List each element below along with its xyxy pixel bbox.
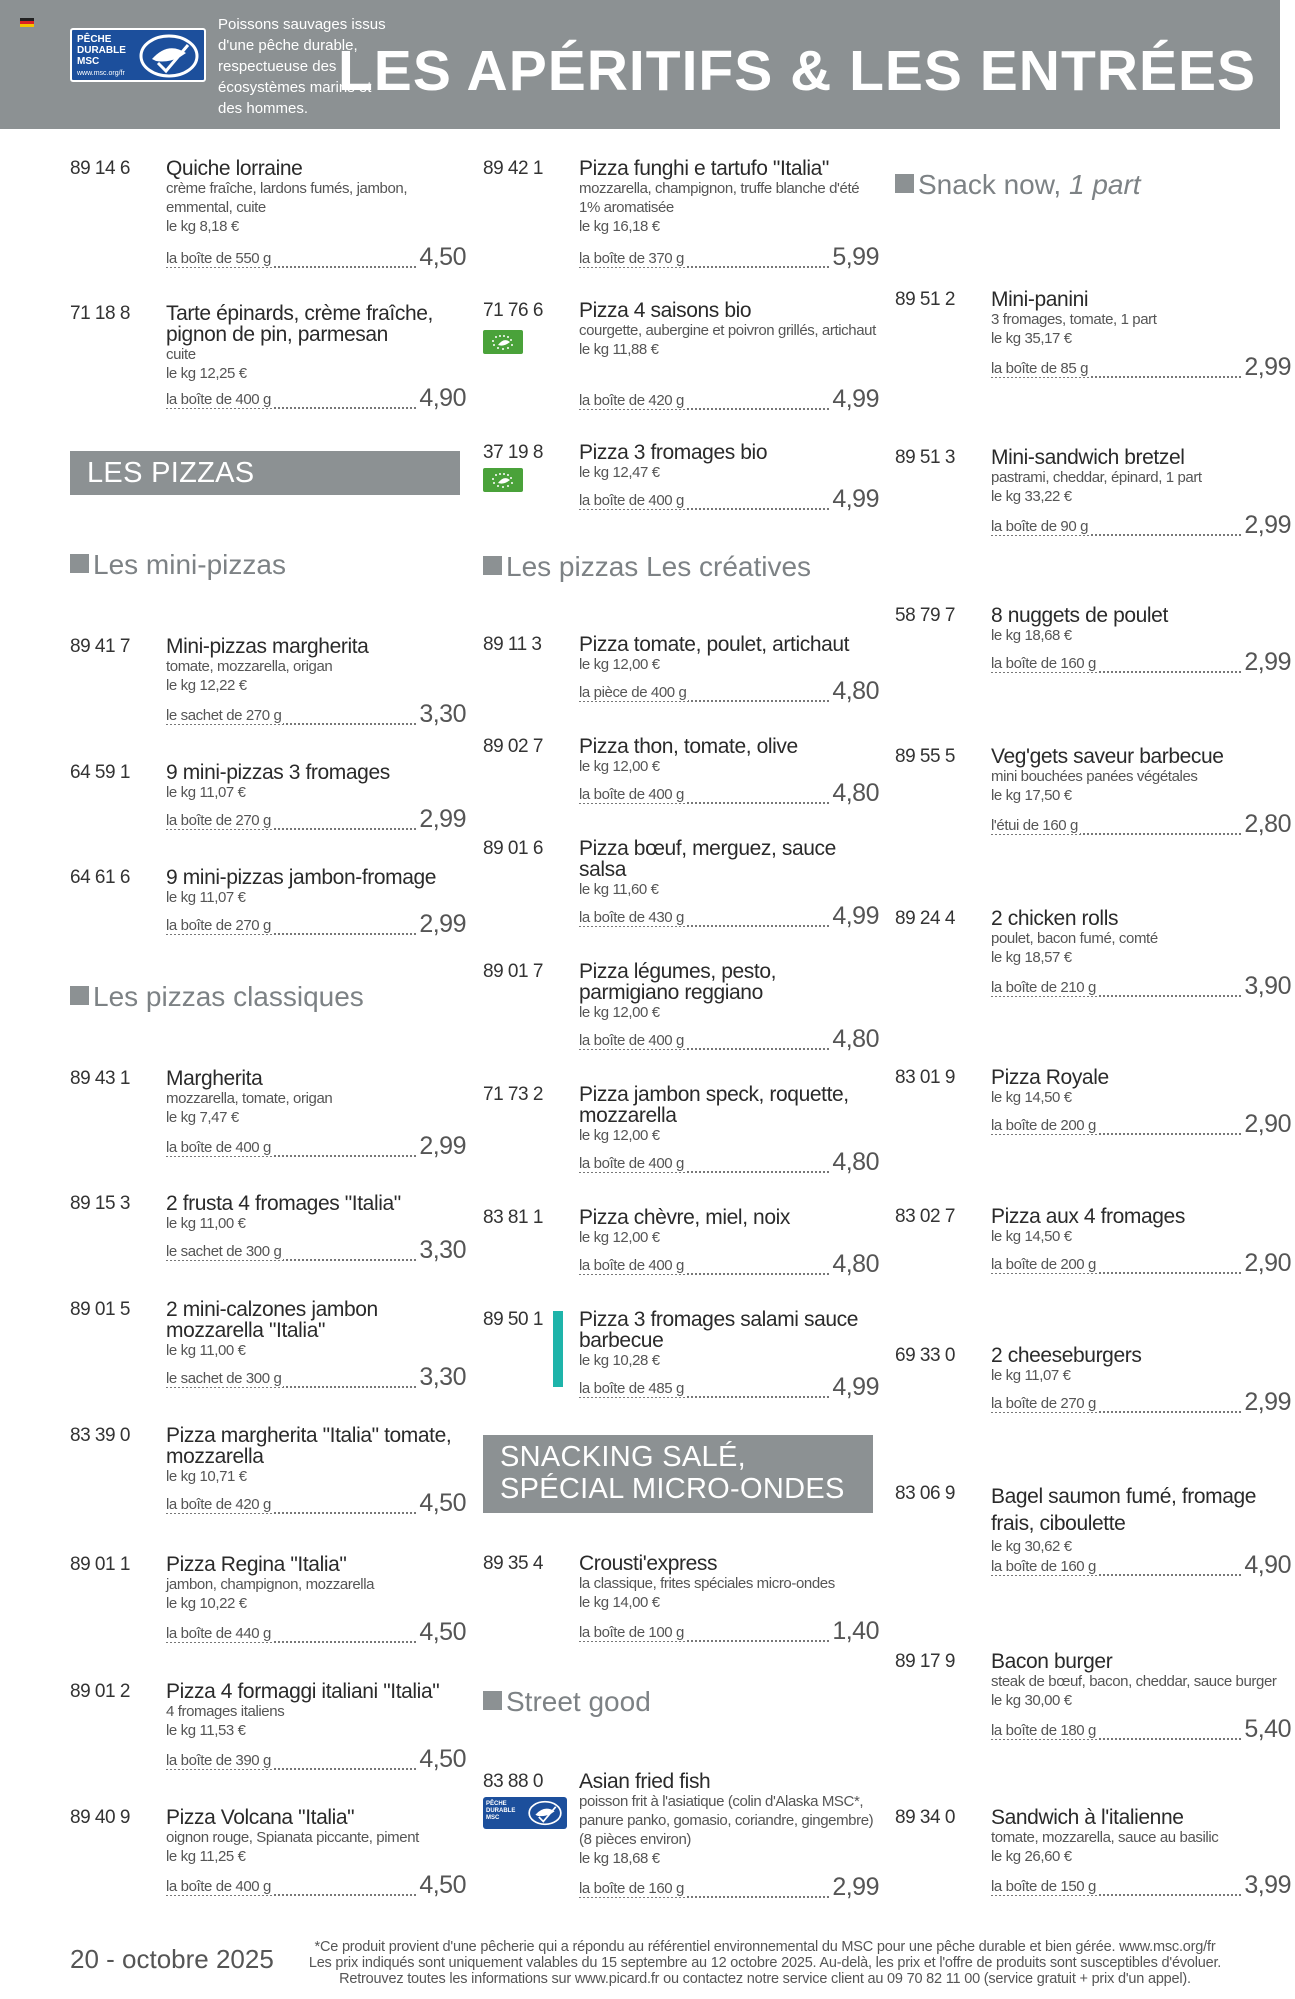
product-boeuf-merguez [483,837,879,948]
product-margherita [70,1067,466,1178]
price: 2,99 [829,1873,879,1902]
column-left [70,129,470,1919]
price-per-kg: le kg 18,57 € [991,949,1072,966]
price: 2,99 [416,1132,466,1161]
price: 3,90 [1241,972,1291,1001]
footer-notes [270,1939,1260,1987]
fish-check-icon [138,33,200,79]
product-code: 71 73 2 [483,1084,543,1105]
product-name: Pizza chèvre, miel, noix [579,1206,790,1229]
product-description: poulet, bacon fumé, comté [991,930,1158,947]
product-code: 89 15 3 [70,1193,130,1214]
price-per-kg: le kg 26,60 € [991,1848,1072,1865]
package-size: la boîte de 160 g [579,1880,684,1897]
product-name: Mini-sandwich bretzel [991,446,1185,469]
product-description: tomate, mozzarella, origan [166,658,333,675]
product-code: 89 14 6 [70,158,130,179]
product-code: 64 59 1 [70,762,130,783]
product-code: 83 88 0 [483,1771,543,1792]
page-header [0,0,1280,129]
price: 2,90 [1241,1249,1291,1278]
subheading-mini-pizzas: Les mini-pizzas [70,549,286,581]
package-size: le sachet de 300 g [166,1370,282,1387]
subheading-pizzas-classiques: Les pizzas classiques [70,981,364,1013]
price: 5,99 [829,243,879,272]
product-name: Quiche lorraine [166,157,303,180]
product-bacon-burger [895,1650,1291,1761]
price: 3,30 [416,1363,466,1392]
package-size: la pièce de 400 g [579,684,687,701]
product-code: 89 42 1 [483,158,543,179]
product-code: 83 02 7 [895,1206,955,1227]
product-name: Pizza tomate, poulet, artichaut [579,633,850,656]
package-size: la boîte de 400 g [579,1257,684,1274]
package-size: la boîte de 400 g [579,786,684,803]
price-per-kg: le kg 12,00 € [579,1127,660,1144]
package-size: la boîte de 90 g [991,518,1089,535]
product-name: Crousti'express [579,1552,718,1575]
product-4-saisons-bio [483,299,879,413]
price: 2,99 [416,910,466,939]
product-code: 83 39 0 [70,1425,130,1446]
price-per-kg: le kg 10,28 € [579,1352,660,1369]
price-per-kg: le kg 33,22 € [991,488,1072,505]
product-name: Pizza aux 4 fromages [991,1205,1185,1228]
price: 4,99 [829,385,879,414]
product-description: 3 fromages, tomate, 1 part [991,311,1157,328]
flag-icon [20,18,34,27]
price: 2,99 [1241,353,1291,382]
product-description: mozzarella, tomate, origan [166,1090,333,1107]
product-code: 71 76 6 [483,300,543,321]
price: 4,80 [829,1148,879,1177]
price-per-kg: le kg 10,71 € [166,1468,247,1485]
package-size: la boîte de 160 g [991,1558,1096,1575]
product-cheeseburgers [895,1344,1291,1455]
product-mini-margherita [70,635,466,746]
price-per-kg: le kg 12,00 € [579,1229,660,1246]
product-name: Pizza 4 saisons bio [579,299,752,322]
product-4-formaggi [70,1680,466,1791]
product-name: Pizza 4 formaggi italiani "Italia" [166,1680,440,1703]
product-code: 89 02 7 [483,736,543,757]
product-name: Sandwich à l'italienne [991,1806,1184,1829]
price: 4,99 [829,485,879,514]
subheading-snack-now: Snack now, 1 part [895,169,1141,201]
package-size: la boîte de 150 g [991,1878,1096,1895]
price: 4,80 [829,1250,879,1279]
product-name: 8 nuggets de poulet [991,604,1168,627]
product-chevre-miel-noix [483,1206,879,1317]
price: 4,50 [416,1489,466,1518]
product-code: 89 24 4 [895,908,955,929]
price-per-kg: le kg 14,50 € [991,1089,1072,1106]
product-name: Veg'gets saveur barbecue [991,745,1224,768]
product-name: Tarte épinards, crème fraîche, pignon de pin, parmesan [166,302,433,346]
product-code: 89 01 7 [483,961,543,982]
package-size: la boîte de 485 g [579,1380,684,1397]
product-name: Pizza 3 fromages bio [579,441,768,464]
price-per-kg: le kg 11,25 € [166,1848,246,1865]
product-frusta [70,1192,466,1303]
product-name: Pizza bœuf, merguez, sauce salsa [579,837,836,881]
price: 4,80 [829,677,879,706]
price-per-kg: le kg 35,17 € [991,330,1072,347]
product-code: 89 55 5 [895,746,955,767]
package-size: l'étui de 160 g [991,817,1078,834]
subheading-pizzas-creatives: Les pizzas Les créatives [483,551,811,583]
price: 4,50 [416,1871,466,1900]
product-name: 9 mini-pizzas 3 fromages [166,761,390,784]
product-name: Asian fried fish [579,1770,711,1793]
package-size: la boîte de 390 g [166,1752,271,1769]
price: 4,99 [829,1373,879,1402]
price-per-kg: le kg 18,68 € [991,627,1072,644]
package-size: la boîte de 440 g [166,1625,271,1642]
package-size: la boîte de 200 g [991,1256,1096,1273]
package-size: la boîte de 430 g [579,909,684,926]
price: 4,90 [1241,1551,1291,1580]
price-per-kg: le kg 11,60 € [579,881,659,898]
product-3-fromages-salami [483,1308,879,1419]
organic-leaf-icon [483,330,523,354]
subheading-street-good: Street good [483,1686,651,1718]
price: 3,99 [1241,1871,1291,1900]
package-size: la boîte de 400 g [579,492,684,509]
product-code: 83 06 9 [895,1483,955,1504]
price: 2,90 [1241,1110,1291,1139]
package-size: la boîte de 180 g [991,1722,1096,1739]
column-middle [483,129,883,1919]
price-per-kg: le kg 14,00 € [579,1594,660,1611]
product-name: 2 chicken rolls [991,907,1119,930]
product-description: pastrami, cheddar, épinard, 1 part [991,469,1202,486]
price: 4,50 [416,243,466,272]
product-nuggets-poulet [895,604,1291,715]
product-name: Mini-panini [991,288,1089,311]
price-per-kg: le kg 17,50 € [991,787,1072,804]
package-size: la boîte de 400 g [166,391,271,408]
price: 4,80 [829,779,879,808]
product-name: Pizza thon, tomate, olive [579,735,798,758]
product-pizza-royale [895,1066,1291,1177]
price-per-kg: le kg 12,00 € [579,656,660,673]
product-funghi-tartufo [483,157,879,271]
package-size: le sachet de 300 g [166,1243,282,1260]
price-per-kg: le kg 11,07 € [166,889,246,906]
product-description: crème fraîche, lardons fumés, jambon, emmental, cuite [166,180,408,216]
product-description: 4 fromages italiens [166,1703,285,1720]
price: 4,90 [416,384,466,413]
price: 4,50 [416,1745,466,1774]
product-code: 89 51 3 [895,447,955,468]
product-name: Pizza Volcana "Italia" [166,1806,355,1829]
product-name: Pizza Royale [991,1066,1109,1089]
product-chicken-rolls [895,907,1291,1018]
price-per-kg: le kg 12,47 € [579,464,660,481]
product-description: jambon, champignon, mozzarella [166,1576,375,1593]
product-volcana [70,1806,466,1917]
package-size: la boîte de 100 g [579,1624,684,1641]
price-per-kg: le kg 11,00 € [166,1215,246,1232]
package-size: la boîte de 270 g [166,812,271,829]
package-size: la boîte de 210 g [991,979,1096,996]
new-product-marker [553,1311,563,1387]
product-description: courgette, aubergine et poivron grillés, artichaut [579,322,876,339]
price: 4,99 [829,902,879,931]
msc-label-icon: PÊCHE DURABLE MSC [483,1797,567,1829]
price-per-kg: le kg 11,88 € [579,341,659,358]
product-code: 71 18 8 [70,303,130,324]
product-name: Bagel saumon fumé, fromage frais, ciboulette [991,1485,1257,1535]
product-description: poisson frit à l'asiatique (colin d'Alaska MSC*, panure panko, gomasio, coriandre, gingembre) (8 pièces environ) [579,1793,874,1848]
product-description: la classique, frites spéciales micro-ondes [579,1575,835,1592]
product-pizza-4-fromages [895,1205,1291,1316]
package-size: la boîte de 420 g [166,1496,271,1513]
package-size: la boîte de 270 g [166,917,271,934]
product-jambon-speck [483,1083,879,1194]
product-asian-fried-fish [483,1770,879,1901]
price-per-kg: le kg 10,22 € [166,1595,247,1612]
product-name: Pizza jambon speck, roquette, mozzarella [579,1083,849,1127]
column-right [895,129,1295,1919]
product-code: 89 50 1 [483,1309,543,1330]
price-per-kg: le kg 12,25 € [166,365,247,382]
price-per-kg: le kg 11,53 € [166,1722,246,1739]
section-title-pizzas: LES PIZZAS [70,451,460,495]
price-per-kg: le kg 14,50 € [991,1228,1072,1245]
product-description: oignon rouge, Spianata piccante, piment [166,1829,419,1846]
price: 4,50 [416,1618,466,1647]
product-code: 89 01 1 [70,1554,130,1575]
price-per-kg: le kg 12,22 € [166,677,247,694]
product-bagel-saumon [895,1483,1291,1593]
product-code: 89 01 2 [70,1681,130,1702]
product-mini-panini [895,288,1291,399]
product-3-fromages-bio [483,441,879,552]
product-description: mini bouchées panées végétales [991,768,1198,785]
product-code: 64 61 6 [70,867,130,888]
product-description: steak de bœuf, bacon, cheddar, sauce burger [991,1673,1277,1690]
price: 2,99 [1241,648,1291,677]
product-description: tomate, mozzarella, sauce au basilic [991,1829,1219,1846]
product-description: cuite [166,346,196,363]
product-name: Mini-pizzas margherita [166,635,369,658]
product-name: Pizza Regina "Italia" [166,1553,347,1576]
product-legumes-pesto [483,960,879,1071]
package-size: la boîte de 400 g [579,1032,684,1049]
product-code: 89 51 2 [895,289,955,310]
product-code: 89 01 6 [483,838,543,859]
product-code: 89 35 4 [483,1553,543,1574]
price: 3,30 [416,1236,466,1265]
product-quiche [70,157,466,271]
package-size: la boîte de 160 g [991,655,1096,672]
product-tarte [70,302,466,413]
footnote-msc: *Ce produit provient d'une pêcherie qui a répondu au référentiel environnemental du MSC pour une pêche durable et bien gérée. www.msc.org/fr [314,1939,1216,1955]
product-thon-tomate-olive [483,735,879,846]
price: 5,40 [1241,1715,1291,1744]
product-code: 89 40 9 [70,1807,130,1828]
package-size: la boîte de 420 g [579,392,684,409]
product-code: 89 41 7 [70,636,130,657]
product-name: 2 cheeseburgers [991,1344,1142,1367]
product-name: Pizza 3 fromages salami sauce barbecue [579,1308,859,1352]
package-size: la boîte de 400 g [579,1155,684,1172]
page-number: 20 - octobre 2025 [70,1944,274,1974]
price: 2,99 [1241,1388,1291,1417]
product-code: 89 01 5 [70,1299,130,1320]
product-code: 89 43 1 [70,1068,130,1089]
msc-description: Poissons sauvages issus d'une pêche durable, respectueuse des écosystèmes marins et des hommes. [218,16,386,117]
product-regina [70,1553,466,1664]
section-title-snacking: SNACKING SALÉ, SPÉCIAL MICRO-ONDES [483,1435,873,1513]
msc-logo: PÊCHE DURABLE MSC www.msc.org/fr [70,28,206,82]
price-per-kg: le kg 7,47 € [166,1109,239,1126]
product-code: 89 17 9 [895,1651,955,1672]
package-size: le sachet de 270 g [166,707,282,724]
price: 2,99 [416,805,466,834]
package-size: la boîte de 85 g [991,360,1089,377]
product-mini-calzones [70,1298,466,1409]
product-veggets [895,745,1291,856]
product-name: Pizza légumes, pesto, parmigiano reggiano [579,960,777,1004]
price-per-kg: le kg 30,00 € [991,1692,1072,1709]
product-code: 89 11 3 [483,634,542,655]
price: 2,99 [1241,511,1291,540]
price-per-kg: le kg 12,00 € [579,758,660,775]
product-name: Pizza margherita "Italia" tomate, mozzarella [166,1424,452,1468]
package-size: la boîte de 270 g [991,1395,1096,1412]
product-description: mozzarella, champignon, truffe blanche d'été 1% aromatisée [579,180,860,216]
price-per-kg: le kg 11,07 € [166,784,246,801]
product-code: 58 79 7 [895,605,955,626]
product-crousti-express [483,1552,879,1663]
package-size: la boîte de 400 g [166,1878,271,1895]
price: 2,80 [1241,810,1291,839]
organic-leaf-icon [483,468,523,492]
product-mini-sandwich-bretzel [895,446,1291,557]
price: 4,80 [829,1025,879,1054]
package-size: la boîte de 400 g [166,1139,271,1156]
product-name: 2 mini-calzones jambon mozzarella "Italia" [166,1298,378,1342]
price: 3,30 [416,700,466,729]
price-per-kg: le kg 11,00 € [166,1342,246,1359]
product-code: 83 81 1 [483,1207,543,1228]
product-code: 83 01 9 [895,1067,955,1088]
price: 1,40 [829,1617,879,1646]
product-name: 9 mini-pizzas jambon-fromage [166,866,437,889]
page-title: LES APÉRITIFS & LES ENTRÉES [337,39,1256,103]
product-name: 2 frusta 4 fromages "Italia" [166,1192,401,1215]
product-sandwich-italienne [895,1806,1291,1917]
product-name: Margherita [166,1067,263,1090]
price-per-kg: le kg 12,00 € [579,1004,660,1021]
product-margherita-italia [70,1424,466,1535]
footnote-contact: Retrouvez toutes les informations sur www.picard.fr ou contactez notre service client au 09 70 82 11 00 (service gratuit + prix d'un appel). [339,1971,1191,1987]
product-code: 69 33 0 [895,1345,955,1366]
product-name: Bacon burger [991,1650,1113,1673]
price-per-kg: le kg 11,07 € [991,1367,1071,1384]
product-name: Pizza funghi e tartufo "Italia" [579,157,829,180]
price-per-kg: le kg 8,18 € [166,218,239,235]
product-mini-jambon-fromage [70,866,466,977]
footnote-validity: Les prix indiqués sont uniquement valables du 15 septembre au 12 octobre 2025. Au-delà, les prix et l'offre de produits sont susceptibles d'évoluer. [308,1955,1222,1971]
package-size: la boîte de 200 g [991,1117,1096,1134]
price-per-kg: le kg 18,68 € [579,1850,660,1867]
price-per-kg: le kg 16,18 € [579,218,660,235]
product-mini-3-fromages [70,761,466,872]
package-size: la boîte de 550 g [166,250,271,267]
product-code: 89 34 0 [895,1807,955,1828]
price-per-kg: le kg 30,62 € [991,1538,1072,1555]
package-size: la boîte de 370 g [579,250,684,267]
product-code: 37 19 8 [483,442,543,463]
product-tomate-poulet-artichaut [483,633,879,744]
